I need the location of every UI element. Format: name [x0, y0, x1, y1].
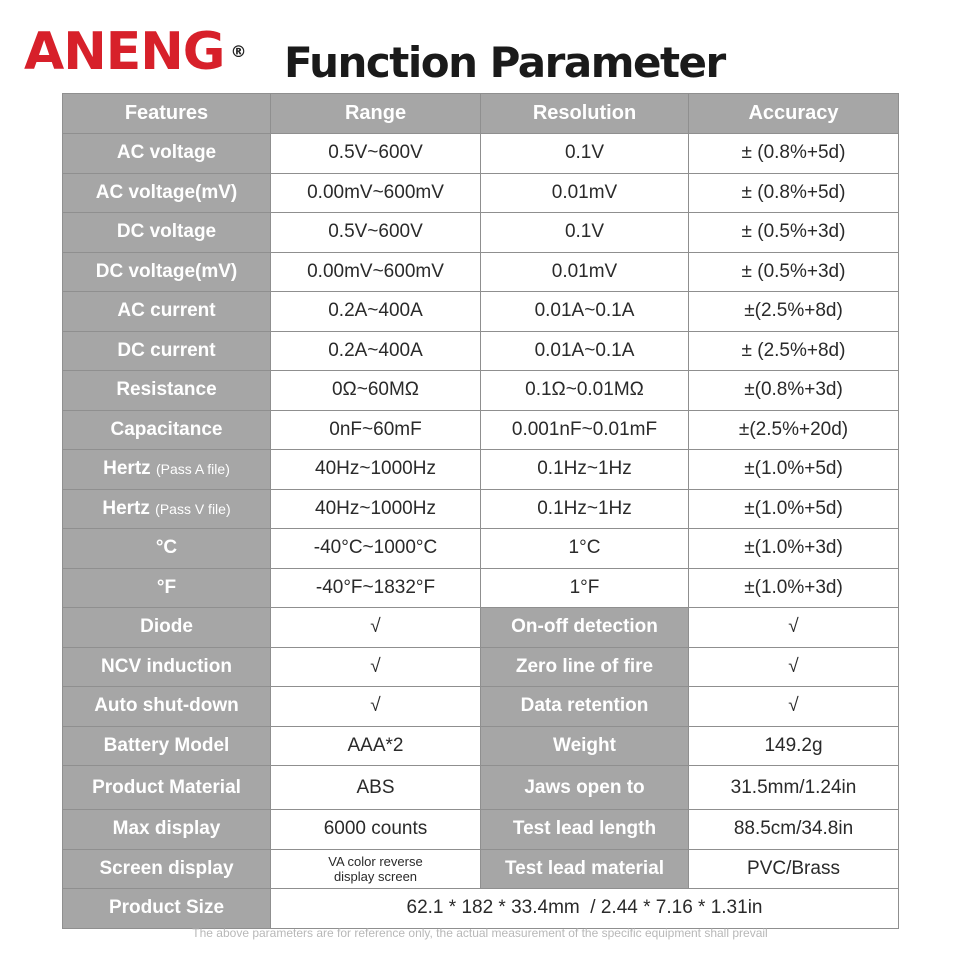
table-row: [63, 810, 899, 850]
table-row-product-size: [63, 889, 899, 929]
resolution-cell: 0.01mV: [481, 252, 689, 292]
resolution-cell: 1°F: [481, 568, 689, 608]
table-row: [63, 450, 899, 490]
table-row: [63, 410, 899, 450]
feature-label: Jaws open to: [481, 766, 689, 810]
resolution-cell: 0.1Hz~1Hz: [481, 489, 689, 529]
range-cell: 40Hz~1000Hz: [271, 489, 481, 529]
value-line: display screen: [333, 868, 418, 884]
page-header: [0, 0, 960, 92]
resolution-cell: 0.01mV: [481, 173, 689, 213]
feature-label: Weight: [481, 726, 689, 766]
resolution-cell: 0.01A~0.1A: [481, 331, 689, 371]
resolution-cell: 0.001nF~0.01mF: [481, 410, 689, 450]
value-cell: 88.5cm/34.8in: [689, 810, 899, 850]
feature-label-sub: (Pass A file): [155, 461, 230, 478]
feature-label-main: Hertz: [102, 497, 150, 519]
feature-label: DC voltage(mV): [63, 252, 271, 292]
value-cell: AAA*2: [271, 726, 481, 766]
value-cell: 149.2g: [689, 726, 899, 766]
feature-label: Capacitance: [63, 410, 271, 450]
table-row: [63, 173, 899, 213]
accuracy-cell: ±(2.5%+20d): [689, 410, 899, 450]
check-mark: √: [689, 687, 899, 727]
feature-label: Battery Model: [63, 726, 271, 766]
check-mark: √: [271, 647, 481, 687]
table-row: [63, 252, 899, 292]
brand-name: ANENG: [24, 22, 225, 82]
table-row: [63, 608, 899, 648]
feature-label: [63, 450, 271, 490]
function-parameter-table: [62, 93, 899, 929]
value-cell: 6000 counts: [271, 810, 481, 850]
feature-label: Product Size: [63, 889, 271, 929]
accuracy-cell: ±(0.8%+3d): [689, 371, 899, 411]
feature-label: AC current: [63, 292, 271, 332]
column-header-features: Features: [63, 94, 271, 134]
feature-label: AC voltage(mV): [63, 173, 271, 213]
column-header-resolution: Resolution: [481, 94, 689, 134]
accuracy-cell: ± (0.5%+3d): [689, 213, 899, 253]
range-cell: 0.5V~600V: [271, 134, 481, 174]
table-row: [63, 849, 899, 889]
check-mark: √: [271, 687, 481, 727]
resolution-cell: 1°C: [481, 529, 689, 569]
accuracy-cell: ± (0.5%+3d): [689, 252, 899, 292]
accuracy-cell: ± (0.8%+5d): [689, 134, 899, 174]
feature-label: Test lead material: [481, 849, 689, 889]
feature-label: NCV induction: [63, 647, 271, 687]
footer-note: The above parameters are for reference only, the actual measurement of the specific equipment shall prevail: [192, 926, 768, 940]
table-row: [63, 489, 899, 529]
feature-label: Diode: [63, 608, 271, 648]
range-cell: 0.2A~400A: [271, 331, 481, 371]
feature-label: DC voltage: [63, 213, 271, 253]
value-cell: PVC/Brass: [689, 849, 899, 889]
accuracy-cell: ±(1.0%+3d): [689, 568, 899, 608]
column-header-range: Range: [271, 94, 481, 134]
accuracy-cell: ±(1.0%+5d): [689, 450, 899, 490]
table-row: [63, 647, 899, 687]
check-mark: √: [271, 608, 481, 648]
range-cell: -40°F~1832°F: [271, 568, 481, 608]
feature-label: [63, 489, 271, 529]
resolution-cell: 0.1V: [481, 213, 689, 253]
feature-label: Test lead length: [481, 810, 689, 850]
brand-logo: [24, 22, 247, 82]
feature-label: Max display: [63, 810, 271, 850]
table-row: [63, 213, 899, 253]
table-row: [63, 371, 899, 411]
product-size-value: 62.1 * 182 * 33.4mm / 2.44 * 7.16 * 1.31in: [271, 889, 899, 929]
check-mark: √: [689, 647, 899, 687]
table-row: [63, 331, 899, 371]
range-cell: -40°C~1000°C: [271, 529, 481, 569]
range-cell: 0.00mV~600mV: [271, 173, 481, 213]
table-row: [63, 292, 899, 332]
feature-label: AC voltage: [63, 134, 271, 174]
accuracy-cell: ±(2.5%+8d): [689, 292, 899, 332]
accuracy-cell: ± (0.8%+5d): [689, 173, 899, 213]
feature-label: Auto shut-down: [63, 687, 271, 727]
range-cell: 0.2A~400A: [271, 292, 481, 332]
page-title: Function Parameter: [284, 38, 725, 87]
feature-label: °F: [63, 568, 271, 608]
feature-label: °C: [63, 529, 271, 569]
value-cell: 31.5mm/1.24in: [689, 766, 899, 810]
feature-label: Resistance: [63, 371, 271, 411]
feature-label-main: Hertz: [103, 458, 151, 480]
accuracy-cell: ± (2.5%+8d): [689, 331, 899, 371]
registered-mark: ®: [230, 42, 247, 61]
table-row: [63, 134, 899, 174]
value-line: VA color reverse: [328, 853, 423, 869]
resolution-cell: 0.01A~0.1A: [481, 292, 689, 332]
table-row: [63, 529, 899, 569]
feature-label: Screen display: [63, 849, 271, 889]
feature-label: Product Material: [63, 766, 271, 810]
feature-label: On-off detection: [481, 608, 689, 648]
value-cell: [271, 849, 481, 889]
table-row: [63, 766, 899, 810]
resolution-cell: 0.1Ω~0.01MΩ: [481, 371, 689, 411]
resolution-cell: 0.1V: [481, 134, 689, 174]
range-cell: 0.5V~600V: [271, 213, 481, 253]
range-cell: 40Hz~1000Hz: [271, 450, 481, 490]
table-row: [63, 568, 899, 608]
table-header-row: [63, 94, 899, 134]
check-mark: √: [689, 608, 899, 648]
range-cell: 0Ω~60MΩ: [271, 371, 481, 411]
feature-label: Zero line of fire: [481, 647, 689, 687]
range-cell: 0nF~60mF: [271, 410, 481, 450]
resolution-cell: 0.1Hz~1Hz: [481, 450, 689, 490]
value-cell: ABS: [271, 766, 481, 810]
range-cell: 0.00mV~600mV: [271, 252, 481, 292]
table-row: [63, 687, 899, 727]
accuracy-cell: ±(1.0%+5d): [689, 489, 899, 529]
accuracy-cell: ±(1.0%+3d): [689, 529, 899, 569]
feature-label: Data retention: [481, 687, 689, 727]
feature-label-sub: (Pass V file): [155, 500, 231, 517]
feature-label: DC current: [63, 331, 271, 371]
column-header-accuracy: Accuracy: [689, 94, 899, 134]
table-row: [63, 726, 899, 766]
